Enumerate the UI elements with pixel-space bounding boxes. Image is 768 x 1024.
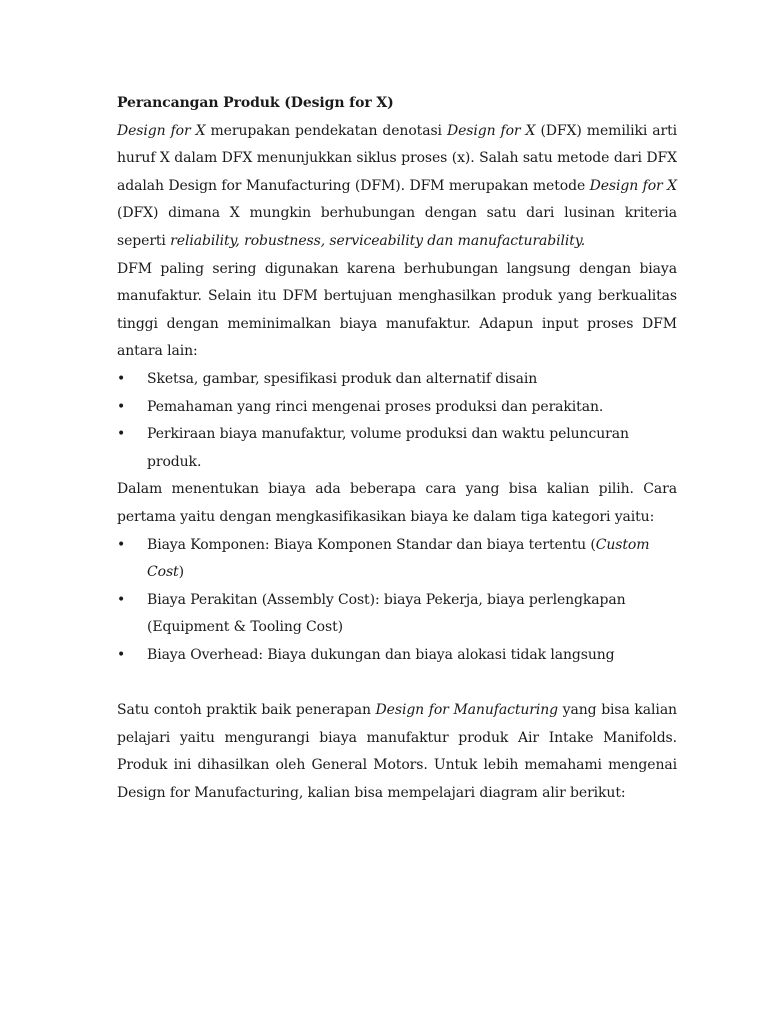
italic-term: Design for Manufacturing — [375, 702, 559, 719]
bullet-icon: • — [117, 370, 126, 387]
list-item-text: Sketsa, gambar, spesifikasi produk dan alternatif disain — [147, 370, 538, 387]
bullet-icon: • — [117, 426, 126, 443]
bullet-icon: • — [117, 398, 126, 415]
paragraph-spacer — [117, 669, 677, 697]
list-item — [117, 366, 677, 394]
list-item — [117, 532, 677, 587]
text-run: merupakan pendekatan denotasi — [205, 122, 447, 139]
text-run: (DFX) memiliki arti huruf X dalam DFX menunjukkan siklus proses (x). Salah satu metode dari DFX adalah Design for Manufacturing (DFM). DFM merupakan metode — [117, 122, 677, 194]
italic-term: Design for X — [589, 177, 677, 194]
text-run: (DFX) dimana X mungkin berhubungan dengan satu dari lusinan kriteria seperti — [117, 205, 677, 249]
list-item-text: Pemahaman yang rinci mengenai proses produksi dan perakitan. — [147, 398, 604, 415]
paragraph-example — [117, 697, 677, 807]
paragraph-cost-intro: Dalam menentukan biaya ada beberapa cara yang bisa kalian pilih. Cara pertama yaitu dengan mengkasifikasikan biaya ke dalam tiga kategori yaitu: — [117, 481, 677, 525]
list-item — [117, 642, 677, 670]
italic-term: Design for X — [117, 122, 206, 139]
bullet-icon: • — [117, 536, 126, 553]
list-item-text: Biaya Komponen: Biaya Komponen Standar dan biaya tertentu ( — [147, 536, 596, 553]
list-dfm-inputs — [117, 366, 677, 476]
bullet-icon: • — [117, 591, 126, 608]
document-title: Perancangan Produk (Design for X) — [117, 95, 394, 111]
list-item — [117, 587, 677, 642]
list-item — [117, 421, 677, 476]
italic-term: reliability, robustness, serviceability dan manufacturability. — [170, 232, 586, 249]
list-item-text: Perkiraan biaya manufaktur, volume produksi dan waktu peluncuran produk. — [147, 426, 629, 470]
document-page — [117, 90, 677, 807]
bullet-icon: • — [117, 646, 126, 663]
italic-term: Custom Cost — [147, 536, 650, 581]
text-run: yang bisa kalian pelajari yaitu mengurangi biaya manufaktur produk Air Intake Manifolds. Produk ini dihasilkan oleh General Motors. Untuk lebih memahami mengenai Design for Manufacturing, kalian bisa mempelajari diagram alir berikut: — [117, 702, 677, 801]
list-item-text: Biaya Perakitan (Assembly Cost): biaya Pekerja, biaya perlengkapan (Equipment & Tooling Cost) — [147, 591, 626, 636]
list-item-text: ) — [178, 564, 184, 581]
text-run: Satu contoh praktik baik penerapan — [117, 702, 376, 719]
italic-term: Design for X — [446, 122, 536, 139]
list-item-text: Biaya Overhead: Biaya dukungan dan biaya alokasi tidak langsung — [147, 646, 615, 663]
list-item — [117, 394, 677, 422]
list-cost-categories — [117, 532, 677, 670]
paragraph-dfm-purpose: DFM paling sering digunakan karena berhubungan langsung dengan biaya manufaktur. Selain itu DFM bertujuan menghasilkan produk yang berkualitas tinggi dengan meminimalkan biaya manufaktur. Adapun input proses DFM antara lain: — [117, 260, 677, 360]
paragraph-dfx-definition — [117, 118, 677, 256]
